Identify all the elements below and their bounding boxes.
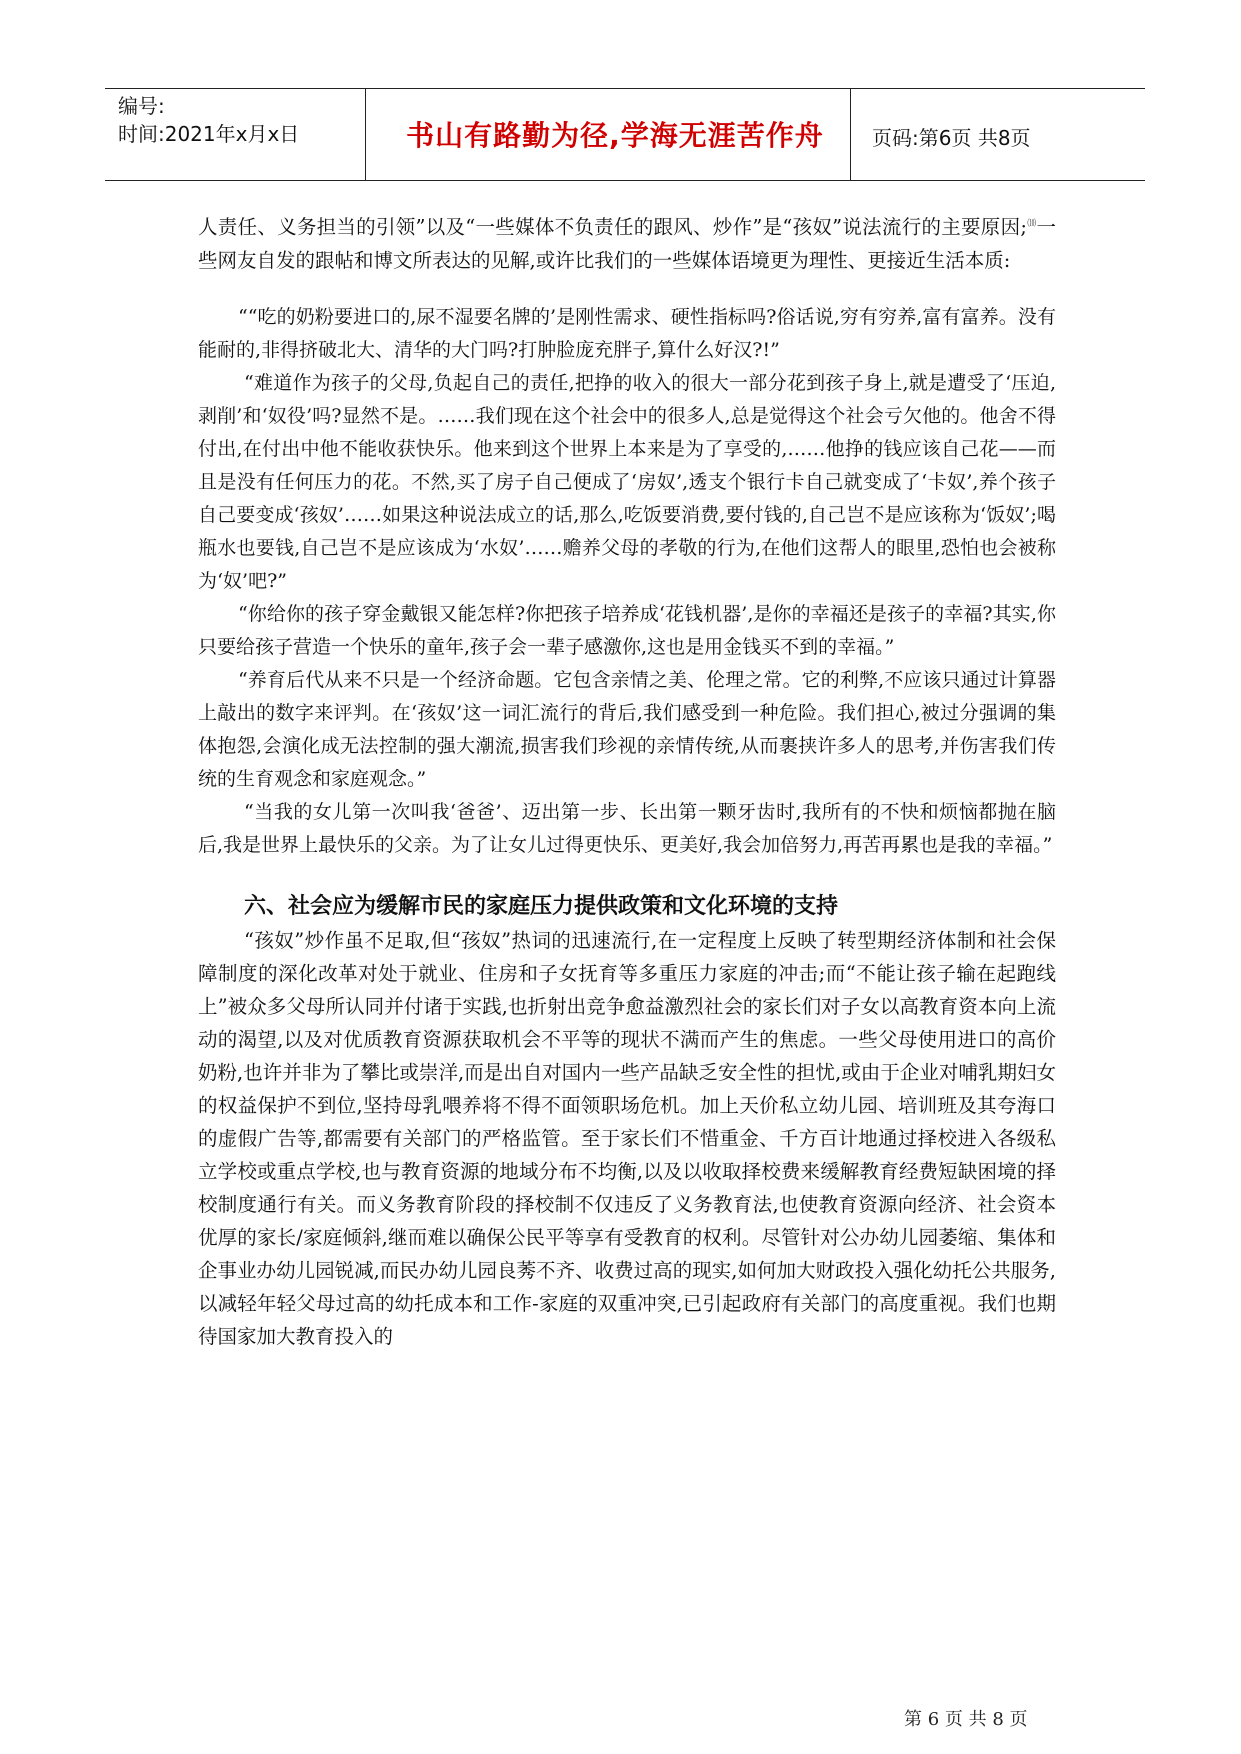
header-divider-left (365, 88, 366, 180)
quote-1: ““吃的奶粉要进口的,尿不湿要名牌的’是刚性需求、硬性指标吗?俗话说,穷有穷养,富有富养。没有能耐的,非得挤破北大、清华的大门吗?打肿脸庞充胖子,算什么好汉?!” (198, 305, 1056, 361)
document-number: 编号: (118, 94, 165, 118)
footer-page-number: 第 6 页 共 8 页 (904, 1709, 1028, 1730)
spacer (198, 277, 1056, 301)
paragraph-intro (198, 208, 1056, 277)
page-body (198, 208, 1056, 1353)
spacer (198, 862, 1056, 890)
footnote-marker: ⑽ (1026, 219, 1037, 229)
quote-2: “难道作为孩子的父母,负起自己的责任,把挣的收入的很大一部分花到孩子身上,就是遭受了‘压迫,剥削’和‘奴役’吗?显然不是。……我们现在这个社会中的很多人,总是觉得这个社会亏欠他的。他舍不得付出,在付出中他不能收获快乐。他来到这个世界上本来是为了享受的,……他挣的钱应该自己花——而且是没有任何压力的花。不然,买了房子自己便成了‘房奴’,透支个银行卡自己就变成了‘卡奴’,养个孩子自己要变成‘孩奴’……如果这种说法成立的话,那么,吃饭要消费,要付钱的,自己岂不是应该称为‘饭奴’;喝瓶水也要钱,自己岂不是应该成为‘水奴’……赡养父母的孝敬的行为,在他们这帮人的眼里,恐怕也会被称为‘奴’吧?” (198, 371, 1056, 592)
header-bottom-rule (105, 180, 1145, 181)
header-page-number: 页码:第6页 共8页 (872, 126, 1031, 150)
paragraph-section-6: “孩奴”炒作虽不足取,但“孩奴”热词的迅速流行,在一定程度上反映了转型期经济体制和社会保障制度的深化改革对处于就业、住房和子女抚育等多重压力家庭的冲击;而“不能让孩子输在起跑线上”被众多父母所认同并付诸于实践,也折射出竞争愈益激烈社会的家长们对子女以高教育资本向上流动的渴望,以及对优质教育资源获取机会不平等的现状不满而产生的焦虑。一些父母使用进口的高价奶粉,也许并非为了攀比或崇洋,而是出自对国内一些产品缺乏安全性的担忧,或由于企业对哺乳期妇女的权益保护不到位,坚持母乳喂养将不得不面领职场危机。加上天价私立幼儿园、培训班及其夸海口的虚假广告等,都需要有关部门的严格监管。至于家长们不惜重金、千方百计地通过择校进入各级私立学校或重点学校,也与教育资源的地域分布不均衡,以及以收取择校费来缓解教育经费短缺困境的择校制度通行有关。而义务教育阶段的择校制不仅违反了义务教育法,也使教育资源向经济、社会资本优厚的家长/家庭倾斜,继而难以确保公民平等享有受教育的权利。尽管针对公办幼儿园萎缩、集体和企事业办幼儿园锐减,而民办幼儿园良莠不齐、收费过高的现实,如何加大财政投入强化幼托公共服务,以减轻年轻父母过高的幼托成本和工作-家庭的双重冲突,已引起政府有关部门的高度重视。我们也期待国家加大教育投入的 (198, 928, 1056, 1348)
paragraph-intro-part2: 一些网友自发的跟帖和博文所表达的见解,或许比我们的一些媒体语境更为理性、更接近生活本质: (198, 215, 1056, 272)
quote-4: “养育后代从来不只是一个经济命题。它包含亲情之美、伦理之常。它的利弊,不应该只通过计算器上敲出的数字来评判。在‘孩奴’这一词汇流行的背后,我们感受到一种危险。我们担心,被过分强调的集体抱怨,会演化成无法控制的强大潮流,损害我们珍视的亲情传统,从而裹挟许多人的思考,并伤害我们传统的生育观念和家庭观念。” (198, 668, 1056, 790)
header-top-rule (105, 88, 1145, 89)
header-motto: 书山有路勤为径,学海无涯苦作舟 (406, 119, 824, 152)
header-meta (118, 92, 299, 148)
section-title: 六、社会应为缓解市民的家庭压力提供政策和文化环境的支持 (244, 893, 839, 919)
paragraph-intro-part1: 人责任、义务担当的引领”以及“一些媒体不负责任的跟风、炒作”是“孩奴”说法流行的主要原因; (198, 215, 1027, 239)
quote-5: “当我的女儿第一次叫我‘爸爸’、迈出第一步、长出第一颗牙齿时,我所有的不快和烦恼都抛在脑后,我是世界上最快乐的父亲。为了让女儿过得更快乐、更美好,我会加倍努力,再苦再累也是我的幸福。” (198, 800, 1056, 856)
quote-3: “你给你的孩子穿金戴银又能怎样?你把孩子培养成‘花钱机器’,是你的幸福还是孩子的幸福?其实,你只要给孩子营造一个快乐的童年,孩子会一辈子感激你,这也是用金钱买不到的幸福。” (198, 602, 1056, 658)
document-time: 时间:2021年x月x日 (118, 122, 300, 146)
